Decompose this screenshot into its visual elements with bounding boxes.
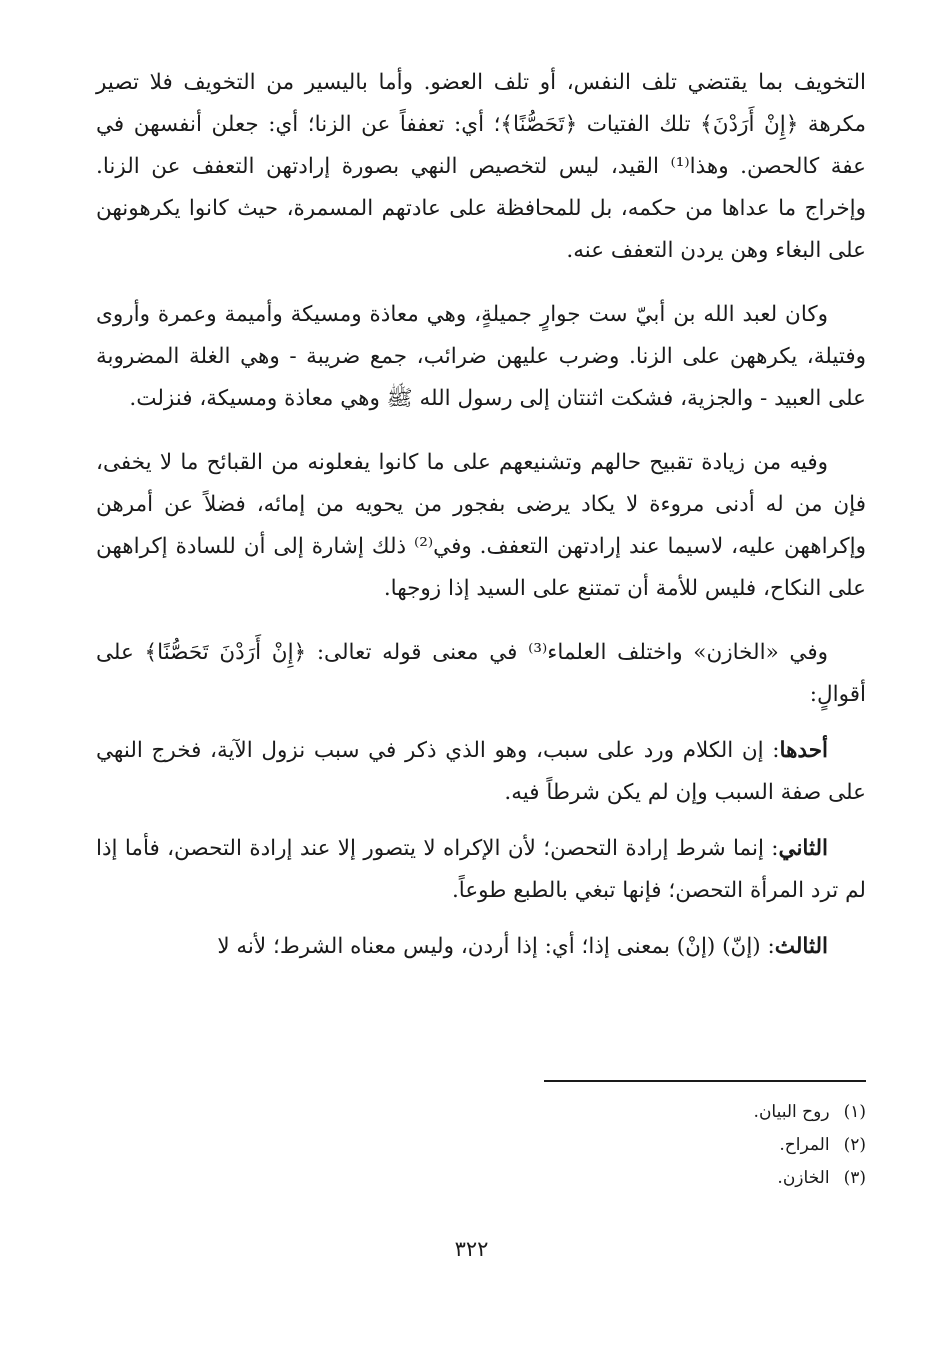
paragraph-4: وفي «الخازن» واختلف العلماء⁽³⁾ في معنى قوله تعالى: ﴿إِنْ أَرَدْنَ تَحَصُّنًا﴾ على أقوالٍ: [96, 640, 866, 707]
paragraph-6 [96, 828, 866, 912]
paragraph-6-text: : إنما شرط إرادة التحصن؛ لأن الإكراه لا يتصور إلا عند إرادة التحصن، فأما إذا لم ترد المرأة التحصن؛ فإنها تبغي بالطبع طوعاً. [96, 836, 866, 903]
footnote-2 [544, 1129, 866, 1162]
page-body [96, 62, 866, 990]
footnote-1 [544, 1096, 866, 1129]
paragraph-7-label: الثالث [774, 934, 828, 959]
paragraph-5-label: أحدها [779, 738, 828, 763]
footnotes [544, 1096, 866, 1195]
footnote-3-text: الخازن. [777, 1168, 830, 1188]
paragraph-1: التخويف بما يقتضي تلف النفس، أو تلف العضو. وأما باليسير من التخويف فلا تصير مكرهة ﴿إِنْ أَرَدْنَ﴾ تلك الفتيات ﴿تَحَصُّنًا﴾؛ أي: تعففاً عن الزنا؛ أي: جعلن أنفسهن في عفة كالحصن. وهذا⁽¹⁾ القيد، ليس لتخصيص النهي بصورة إرادتهن التعفف عن الزنا. وإخراج ما عداها من حكمه، بل للمحافظة على عادتهم المسمرة، حيث كانوا يكرهونهن على البغاء وهن يردن التعفف عنه. [96, 70, 866, 263]
footnote-divider [544, 1080, 866, 1082]
footnote-3-number: (٣) [843, 1168, 866, 1188]
footnote-2-number: (٢) [843, 1135, 866, 1155]
footnote-2-text: المراح. [779, 1135, 830, 1155]
footnote-1-text: روح البيان. [753, 1102, 830, 1122]
paragraph-3: وفيه من زيادة تقبيح حالهم وتشنيعهم على ما كانوا يفعلونه من القبائح ما لا يخفى، فإن من له أدنى مروءة لا يكاد يرضى بفجور من يحويه من إمائه، فضلاً عن أمرهن وإكراههن عليه، لاسيما عند إرادتهن التعفف. وفي⁽²⁾ ذلك إشارة إلى أن للسادة إكراههن على النكاح، فليس للأمة أن تمتنع على السيد إذا زوجها. [96, 450, 866, 601]
page-number: ٣٢٢ [454, 1237, 489, 1261]
footnote-3 [544, 1162, 866, 1195]
footnote-1-number: (١) [843, 1102, 866, 1122]
paragraph-7-text: : (إنّ) (إنْ) بمعنى إذا؛ أي: إذا أردن، وليس معناه الشرط؛ لأنه لا [217, 934, 775, 959]
paragraph-7 [96, 926, 866, 968]
paragraph-5-text: : إن الكلام ورد على سبب، وهو الذي ذكر في سبب نزول الآية، فخرج النهي على صفة السبب وإن لم يكن شرطاً فيه. [96, 738, 866, 805]
paragraph-5 [96, 730, 866, 814]
paragraph-2: وكان لعبد الله بن أبيّ ست جوارٍ جميلةٍ، وهي معاذة ومسيكة وأميمة وعمرة وأروى وفتيلة، يكرههن على الزنا. وضرب عليهن ضرائب، جمع ضريبة - وهي الغلة المضروبة على العبيد - والجزية، فشكت اثنتان إلى رسول الله ﷺ وهي معاذة ومسيكة، فنزلت. [96, 302, 866, 411]
paragraph-6-label: الثاني [778, 836, 828, 861]
